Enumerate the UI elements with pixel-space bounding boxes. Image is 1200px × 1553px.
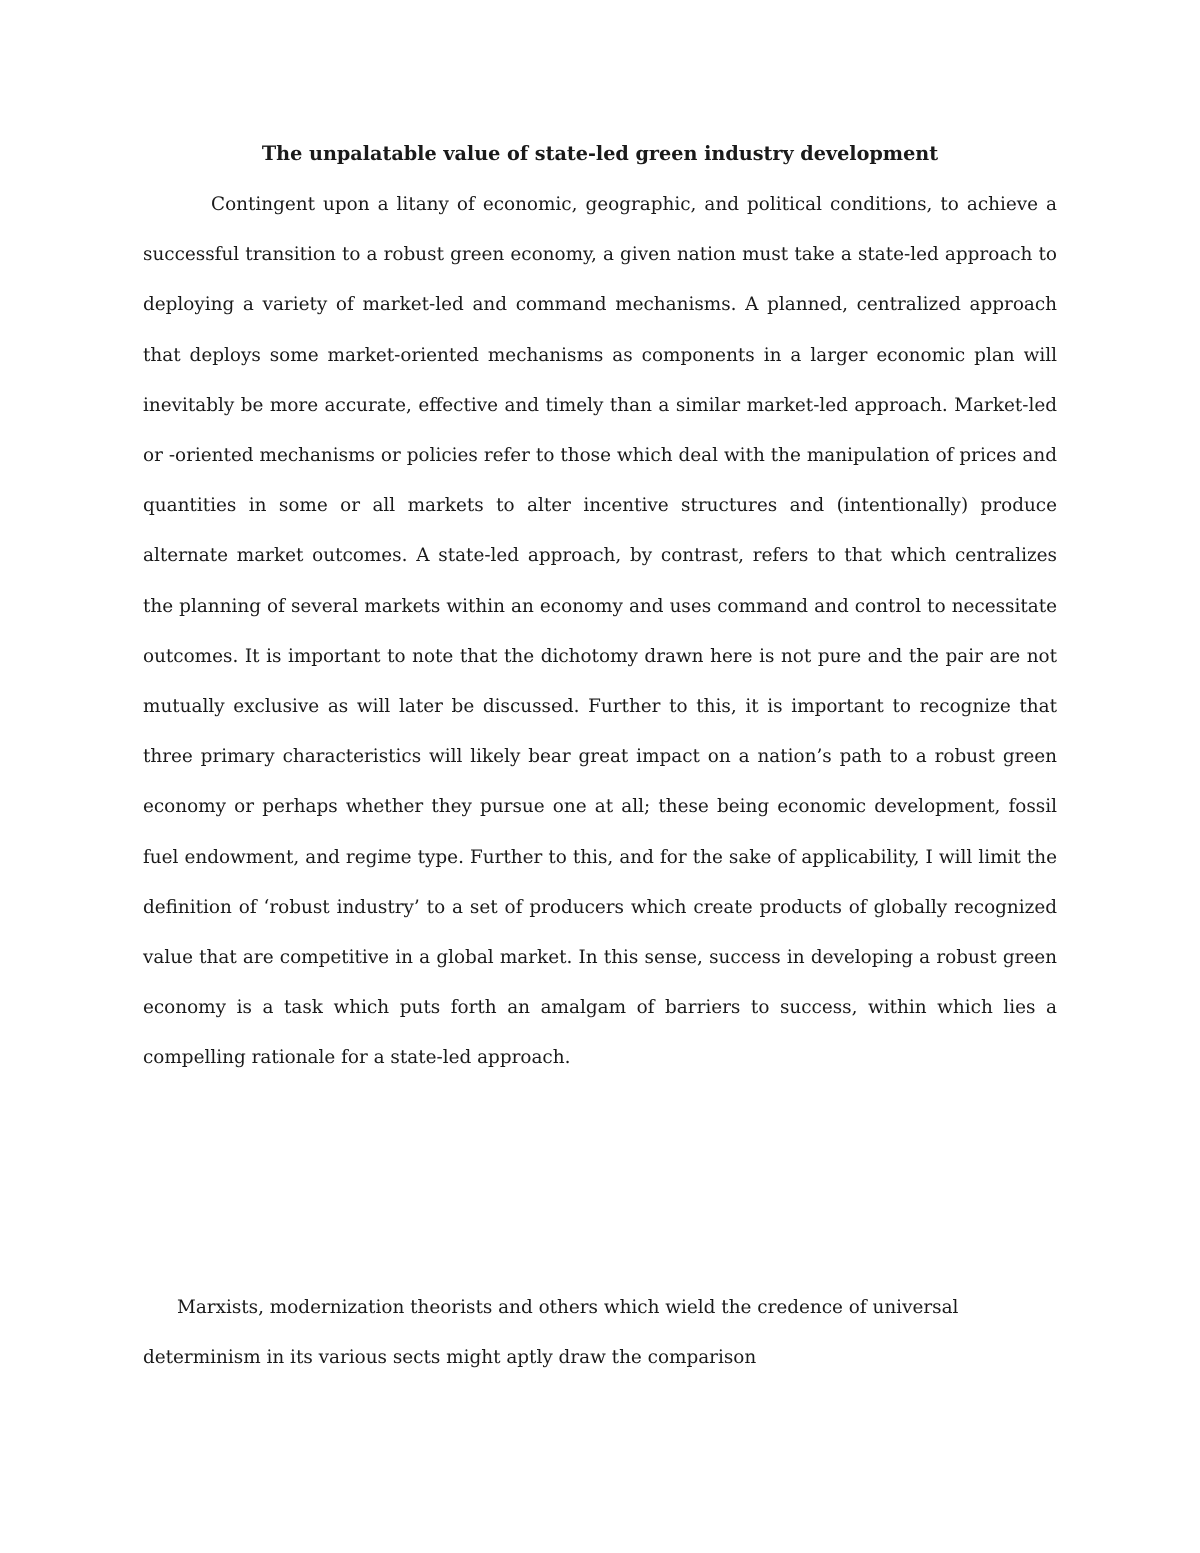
paragraph-second: Marxists, modernization theorists and others which wield the credence of universal determinism in its various sects might aptly draw the comparison: [143, 1297, 959, 1369]
paragraph-introduction: Contingent upon a litany of economic, geographic, and political conditions, to achieve a successful transition to a robust green economy, a given nation must take a state-led approach to deploying a variety of market-led and command mechanisms. A planned, centralized approach that deploys some market-oriented mechanisms as components in a larger economic plan will inevitably be more accurate, effective and timely than a similar market-led approach. Market-led or -oriented mechanisms or policies refer to those which deal with the manipulation of prices and quantities in some or all markets to alter incentive structures and (intentionally) produce alternate market outcomes. A state-led approach, by contrast, refers to that which centralizes the planning of several markets within an economy and uses command and control to necessitate outcomes. It is important to note that the dichotomy drawn here is not pure and the pair are not mutually exclusive as will later be discussed. Further to this, it is important to recognize that three primary characteristics will likely bear great impact on a nation’s path to a robust green economy or perhaps whether they pursue one at all; these being economic development, fossil fuel endowment, and regime type. Further to this, and for the sake of applicability, I will limit the definition of ‘robust industry’ to a set of producers which create products of globally recognized value that are competitive in a global market. In this sense, success in developing a robust green economy is a task which puts forth an amalgam of barriers to success, within which lies a compelling rationale for a state-led approach.: [143, 194, 1057, 1069]
document-title: The unpalatable value of state-led green industry development: [261, 142, 939, 165]
